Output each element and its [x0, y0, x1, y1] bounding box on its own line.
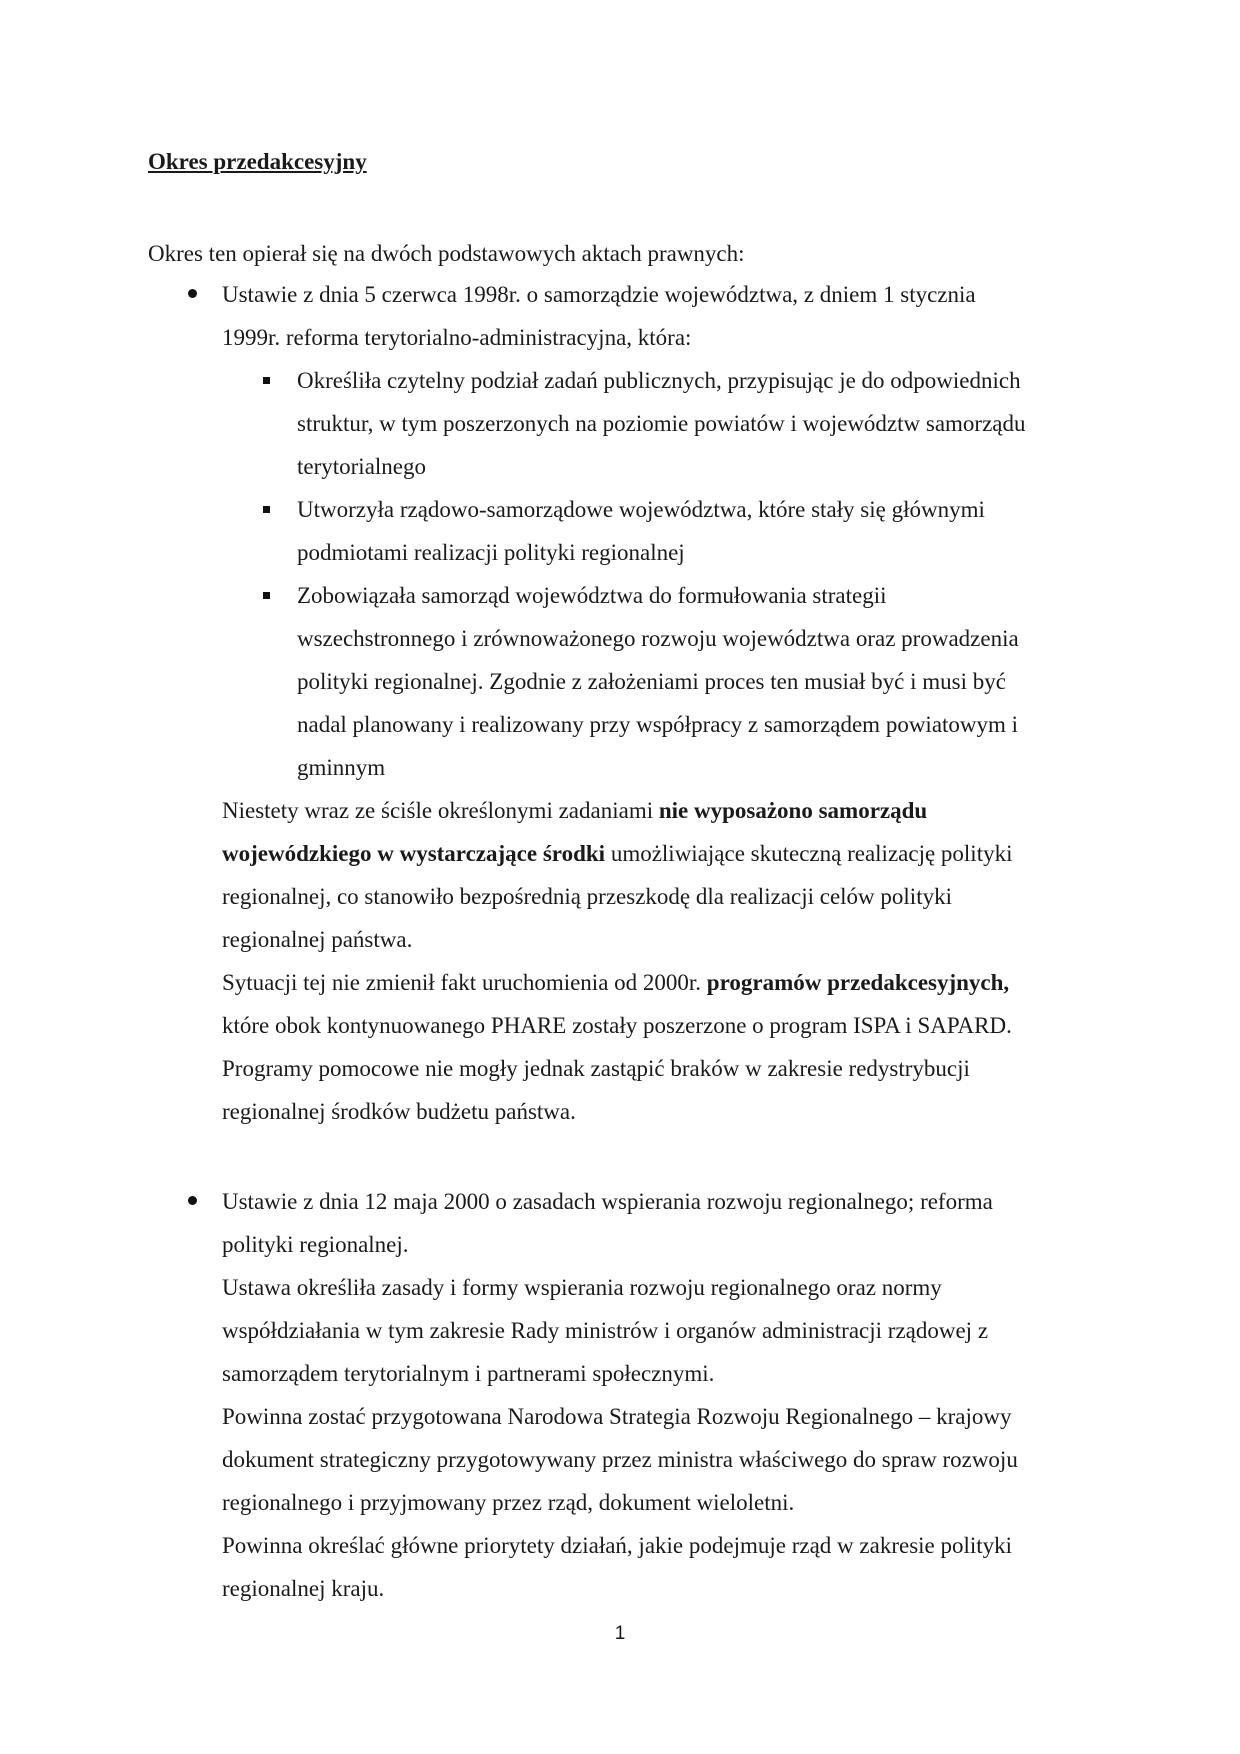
text-line: dokument strategiczny przygotowywany przez ministra właściwego do spraw rozwoju — [222, 1447, 1018, 1472]
bold-text: nie wyposażono samorządu — [658, 798, 928, 823]
text-line: regionalnej, co stanowiło bezpośrednią przeszkodę dla realizacji celów polityki — [222, 884, 952, 909]
text-line: regionalnej kraju. — [222, 1576, 385, 1601]
sub2-line: podmiotami realizacji polityki regionalnej — [297, 540, 685, 565]
page-number: 1 — [614, 1623, 626, 1644]
item2-paragraph-3 — [222, 1524, 1102, 1610]
text-line: współdziałania w tym zakresie Rady ministrów i organów administracji rządowej z — [222, 1318, 989, 1343]
text-line: Ustawa określiła zasady i formy wspierania rozwoju regionalnego oraz normy — [222, 1275, 942, 1300]
item1-line1: Ustawie z dnia 5 czerwca 1998r. o samorządzie województwa, z dniem 1 stycznia — [222, 282, 976, 307]
sub3-line: Zobowiązała samorząd województwa do formułowania strategii — [297, 583, 887, 608]
sub1-line: struktur, w tym poszerzonych na poziomie powiatów i województw samorządu — [297, 411, 1026, 436]
square-bullet-icon — [263, 506, 270, 513]
text-line: które obok kontynuowanego PHARE zostały poszerzone o program ISPA i SAPARD. — [222, 1013, 1012, 1038]
text-line: regionalnego i przyjmowany przez rząd, dokument wieloletni. — [222, 1490, 795, 1515]
bullet-item-1 — [0, 273, 1240, 1133]
text-span: umożliwiające skuteczną realizację polityki — [605, 841, 1013, 866]
intro-paragraph: Okres ten opierał się na dwóch podstawowych aktach prawnych: — [148, 241, 745, 266]
item1-paragraph-2 — [222, 961, 1102, 1133]
square-bullet-icon — [263, 377, 270, 384]
item1-line2: 1999r. reforma terytorialno-administracyjna, która: — [222, 325, 692, 350]
text-line: samorządem terytorialnym i partnerami społecznymi. — [222, 1361, 715, 1386]
sub-bullet-3 — [0, 574, 1240, 789]
square-bullet-icon — [263, 592, 270, 599]
text-line: Powinna zostać przygotowana Narodowa Strategia Rozwoju Regionalnego – krajowy — [222, 1404, 1012, 1429]
sub-bullet-2 — [0, 488, 1240, 574]
sub3-line: polityki regionalnej. Zgodnie z założeniami proces ten musiał być i musi być — [297, 669, 1006, 694]
item2-paragraph-1 — [222, 1266, 1102, 1395]
sub3-line: gminnym — [297, 755, 386, 780]
text-span: Sytuacji tej nie zmienił fakt uruchomienia od 2000r. — [222, 970, 707, 995]
item2-line1: Ustawie z dnia 12 maja 2000 o zasadach wspierania rozwoju regionalnego; reforma — [222, 1189, 993, 1214]
bullet-item-2 — [0, 1180, 1240, 1610]
text-line: Programy pomocowe nie mogły jednak zastąpić braków w zakresie redystrybucji — [222, 1056, 970, 1081]
item1-paragraph-1 — [222, 789, 1102, 961]
bullet-dot-icon — [188, 1196, 197, 1205]
text-line: regionalnej środków budżetu państwa. — [222, 1099, 576, 1124]
page-title: Okres przedakcesyjny — [148, 149, 367, 174]
text-line: Powinna określać główne priorytety działań, jakie podejmuje rząd w zakresie polityki — [222, 1533, 1013, 1558]
text-line: regionalnej państwa. — [222, 927, 413, 952]
sub1-line: Określiła czytelny podział zadań publicznych, przypisując je do odpowiednich — [297, 368, 1021, 393]
sub3-line: wszechstronnego i zrównoważonego rozwoju województwa oraz prowadzenia — [297, 626, 1019, 651]
text-span: Niestety wraz ze ściśle określonymi zadaniami — [222, 798, 659, 823]
item2-line2: polityki regionalnej. — [222, 1232, 409, 1257]
item2-paragraph-2 — [222, 1395, 1102, 1524]
sub2-line: Utworzyła rządowo-samorządowe województwa, które stały się głównymi — [297, 497, 985, 522]
bold-text: programów przedakcesyjnych, — [706, 970, 1010, 995]
sub-bullet-1 — [0, 359, 1240, 488]
bullet-dot-icon — [188, 289, 197, 298]
sub3-line: nadal planowany i realizowany przy współpracy z samorządem powiatowym i — [297, 712, 1019, 737]
bold-text: wojewódzkiego w wystarczające środki — [222, 841, 606, 866]
sub1-line: terytorialnego — [297, 454, 427, 479]
